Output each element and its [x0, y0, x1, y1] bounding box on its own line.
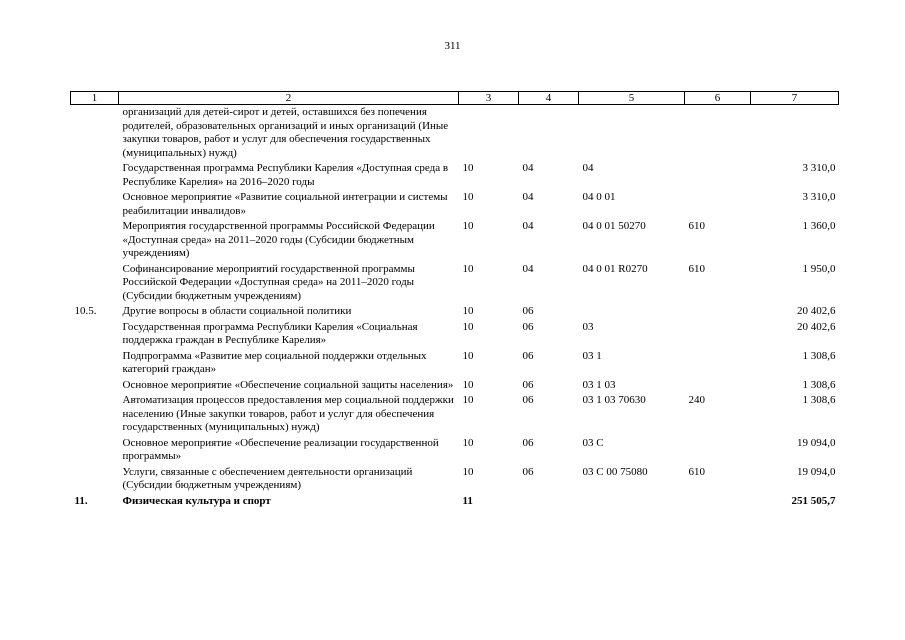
row-section: 10 [462, 349, 474, 362]
row-expense-type [685, 349, 751, 378]
row-index [71, 320, 119, 349]
table-row [71, 262, 839, 305]
row-section: 10 [462, 394, 474, 406]
row-index [71, 190, 119, 219]
row-name: Государственная программа Республики Карелия «Социальная поддержка граждан в Республике Карелия» [122, 320, 418, 346]
row-name: Автоматизация процессов предоставления мер социальной поддержки населению (Иные закупки товаров, работ и услуг для обеспечения государственных (муниципальных) нужд) [122, 394, 454, 433]
table-row [71, 190, 839, 219]
row-subsection [519, 105, 579, 162]
row-expense-type [685, 161, 751, 190]
column-header: 5 [579, 92, 685, 105]
table-row [71, 393, 839, 436]
row-expense-type [685, 105, 751, 162]
row-section: 10 [462, 378, 474, 391]
table-row [71, 304, 839, 320]
row-section: 10 [462, 305, 474, 317]
row-subsection: 06 [522, 465, 534, 478]
row-subsection: 04 [522, 162, 534, 174]
row-amount: 20 402,6 [797, 320, 836, 333]
row-amount: 3 310,0 [802, 162, 836, 174]
row-target-article: 03 С 00 75080 [582, 465, 648, 478]
row-index [71, 378, 119, 394]
row-expense-type: 240 [688, 394, 705, 406]
row-section: 10 [462, 220, 474, 232]
row-subsection: 06 [522, 305, 534, 317]
row-section: 10 [462, 436, 474, 449]
row-expense-type [685, 494, 751, 510]
table-row [71, 320, 839, 349]
row-target-article: 03 [582, 320, 594, 333]
row-expense-type [685, 436, 751, 465]
page-number: 311 [444, 40, 461, 52]
table-row [71, 494, 839, 510]
table-body [71, 105, 839, 510]
row-amount [751, 105, 839, 162]
row-amount: 1 950,0 [802, 262, 836, 275]
table-header-row [71, 92, 839, 105]
row-index [71, 219, 119, 262]
row-section: 10 [462, 162, 474, 174]
table-row [71, 219, 839, 262]
row-expense-type [685, 378, 751, 394]
row-target-article [579, 304, 685, 320]
row-target-article [579, 105, 685, 162]
row-subsection: 06 [522, 378, 534, 391]
row-amount: 3 310,0 [802, 191, 836, 203]
row-expense-type: 610 [688, 220, 705, 232]
row-expense-type [685, 320, 751, 349]
row-section: 11 [462, 494, 473, 507]
row-index [71, 105, 119, 162]
row-amount: 1 360,0 [802, 220, 836, 232]
row-target-article: 04 0 01 [582, 191, 616, 203]
column-header: 6 [685, 92, 751, 105]
row-index: 11. [74, 494, 88, 507]
row-index [71, 161, 119, 190]
table-row [71, 161, 839, 190]
row-expense-type: 610 [688, 262, 705, 275]
row-section: 10 [462, 320, 474, 333]
column-header: 1 [71, 92, 119, 105]
row-name: Физическая культура и спорт [122, 494, 271, 507]
row-target-article [579, 494, 685, 510]
row-subsection: 04 [522, 262, 534, 275]
row-amount: 19 094,0 [797, 465, 836, 478]
row-amount: 1 308,6 [802, 378, 836, 391]
row-subsection: 04 [522, 191, 534, 203]
row-index [71, 393, 119, 436]
row-subsection: 06 [522, 320, 534, 333]
row-target-article: 04 0 01 50270 [582, 220, 646, 232]
row-expense-type [685, 190, 751, 219]
row-name: организаций для детей-сирот и детей, оставшихся без попечения родителей, образовательных организаций и иных организаций (Иные закупки товаров, работ и услуг для обеспечения государственных (муниципальных) нужд) [122, 106, 449, 159]
row-subsection: 06 [522, 349, 534, 362]
table-row [71, 465, 839, 494]
row-name: Подпрограмма «Развитие мер социальной поддержки отдельных категорий граждан» [122, 349, 427, 375]
row-name: Софинансирование мероприятий государственной программы Российской Федерации «Доступная среда» на 2011–2020 годы (Субсидии бюджетным учреждениям) [122, 262, 415, 302]
row-target-article: 03 1 [582, 349, 602, 362]
row-target-article: 03 1 03 70630 [582, 394, 646, 406]
column-header: 2 [119, 92, 459, 105]
row-index [71, 436, 119, 465]
row-amount: 20 402,6 [797, 305, 836, 317]
column-header: 7 [751, 92, 839, 105]
row-expense-type: 610 [688, 465, 705, 478]
row-section [459, 105, 519, 162]
row-target-article: 03 1 03 [582, 378, 616, 391]
row-amount: 1 308,6 [802, 349, 836, 362]
row-index [71, 262, 119, 305]
row-target-article: 04 [582, 162, 594, 174]
row-subsection: 06 [522, 436, 534, 449]
row-subsection: 06 [522, 394, 534, 406]
row-index [71, 465, 119, 494]
row-subsection [519, 494, 579, 510]
row-subsection: 04 [522, 220, 534, 232]
row-section: 10 [462, 465, 474, 478]
row-target-article: 04 0 01 R0270 [582, 262, 648, 275]
budget-table [70, 91, 839, 509]
column-header: 3 [459, 92, 519, 105]
row-index: 10.5. [74, 305, 97, 317]
row-expense-type [685, 304, 751, 320]
row-index [71, 349, 119, 378]
row-target-article: 03 С [582, 436, 604, 449]
table-row [71, 349, 839, 378]
table-row [71, 105, 839, 162]
row-name: Основное мероприятие «Обеспечение реализации государственной программы» [122, 436, 439, 462]
row-name: Государственная программа Республики Карелия «Доступная среда в Республике Карелия» на 2016–2020 годы [122, 162, 449, 188]
row-amount: 19 094,0 [797, 436, 836, 449]
row-name: Основное мероприятие «Обеспечение социальной защиты населения» [122, 378, 454, 391]
row-name: Основное мероприятие «Развитие социальной интеграции и системы реабилитации инвалидов» [122, 191, 448, 217]
row-name: Другие вопросы в области социальной политики [122, 305, 352, 317]
row-name: Мероприятия государственной программы Российской Федерации «Доступная среда» на 2011–2020 годы (Субсидии бюджетным учреждениям) [122, 220, 435, 259]
row-section: 10 [462, 191, 474, 203]
row-amount: 251 505,7 [791, 494, 836, 507]
table-row [71, 378, 839, 394]
row-name: Услуги, связанные с обеспечением деятельности организаций (Субсидии бюджетным учреждениям) [122, 465, 413, 491]
column-header: 4 [519, 92, 579, 105]
row-amount: 1 308,6 [802, 394, 836, 406]
row-section: 10 [462, 262, 474, 275]
table-row [71, 436, 839, 465]
